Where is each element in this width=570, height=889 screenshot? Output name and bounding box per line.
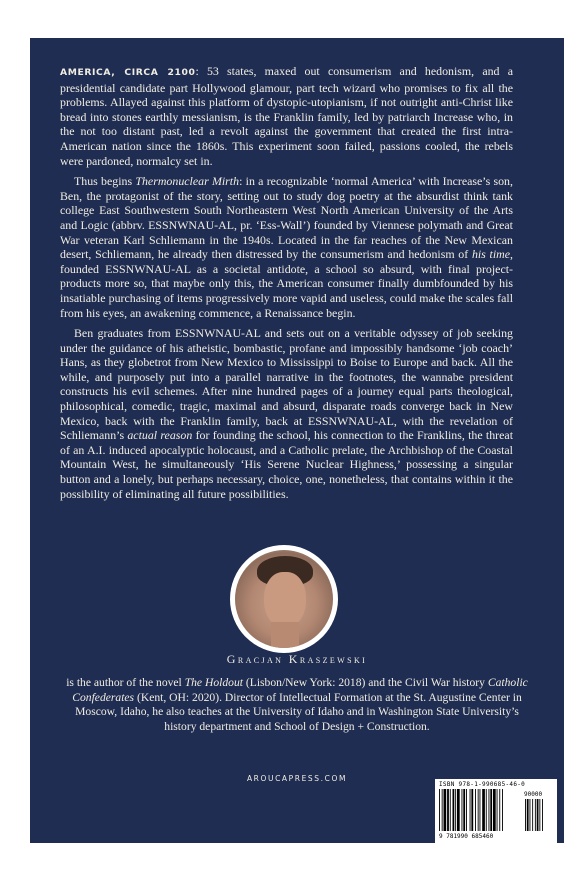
barcode-bar [450,789,451,831]
barcode-bar [457,789,460,831]
barcode-bar [502,789,503,831]
barcode-bar [493,789,496,831]
bio-book-1: The Holdout [184,676,243,689]
addon-barcode-bars [525,799,543,831]
author-face [264,572,306,628]
author-bio [58,676,536,734]
isbn-barcode [435,779,557,843]
blurb-p2-text-c: , founded ESSNWNAU-AL as a societal antidote, a school so absurd, with final project-products more so, that maybe only this, the American consumer finally dumbfounded by his insatiable purchasing of items progressively more vapid and useless, could make the scales fall from his eyes, an awakening commence, a Renaissance begin. [60,247,513,320]
blurb-paragraph-1 [60,64,513,168]
addon-barcode-bar [542,799,543,831]
author-neck [271,622,299,648]
barcode-bar [466,789,467,831]
blurb [60,64,513,507]
publisher-website: AROUCAPRESS.COM [246,774,348,783]
barcode-bar [453,789,455,831]
barcode-bar [439,789,440,831]
addon-barcode-bar [532,799,533,831]
bio-text-b: (Lisbon/New York: 2018) and the Civil War history [242,676,488,689]
barcode-bar [463,789,465,831]
barcode-bar [475,789,476,831]
barcode-bar [480,789,481,831]
addon-barcode-bar [527,799,529,831]
blurb-p3-text-b: for founding the school, his connection to the Franklins, the threat of an A.I. induced apocalyptic holocaust, and a Catholic prelate, the Archbishop of the Coastal Mountain West, he simultaneously ‘His Serene Nuclear Highness,’ possessing a singular button and a lonely, but perhaps necessary, choice, one, nonetheless, that contains within it the possibility of eliminating all future possibilities. [60,428,514,501]
barcode-bar [455,789,456,831]
blurb-paragraph-2 [60,174,513,320]
barcode-number: 9 781990 685460 [439,833,494,840]
barcode-bar [444,789,447,831]
blurb-lead: AMERICA, CIRCA 2100 [60,67,196,78]
author-photo-frame [230,545,338,653]
barcode-bar [490,789,492,831]
author-photo [235,550,333,648]
addon-barcode-bar [535,799,536,831]
addon-barcode-bar [530,799,531,831]
barcode-bar [442,789,443,831]
blurb-p2-text-b: : in a recognizable ‘normal America’ with Increase’s son, Ben, the protagonist of the story, setting out to study dog poetry at the absurdist think tank college East Southwestern South Northeastern West North American University of the Arts and Logic (abbrv. ESSNWNAU-AL, pr. ‘Ess-Wall’) founded by Viennese polymath and Great War veteran Karl Schliemann in the 1940s. Located in the far reaches of the New Mexican desert, Schliemann, he already then distressed by the consumerism and hedonism of [60,174,513,262]
blurb-paragraph-3 [60,326,513,501]
barcode-bar [447,789,449,831]
barcode-bar [470,789,471,831]
barcode-bar [482,789,485,831]
barcode-bar [478,789,479,831]
barcode-addon-number: 90000 [524,791,543,798]
barcode-bar [471,789,473,831]
bio-text-a: is the author of the novel [66,676,185,689]
main-barcode-bars [439,789,503,831]
bio-text-c: (Kent, OH: 2020). Director of Intellectual Formation at the St. Augustine Center in Moscow, Idaho, he also teaches at the University of Idaho and in Washington State University’s history department and School of Design + Construction. [75,690,522,733]
barcode-bar [497,789,498,831]
barcode-bar [489,789,490,831]
book-title: Thermonuclear Mirth [135,174,240,189]
blurb-p3-emphasis: actual reason [127,428,193,443]
blurb-p2-emphasis: his time [471,247,511,262]
barcode-bar [499,789,500,831]
isbn-label: ISBN 978-1-990685-46-0 [439,781,526,788]
barcode-bar [486,789,487,831]
addon-barcode-bar [539,799,540,831]
blurb-p3-text-a: Ben graduates from ESSNWNAU-AL and sets out on a veritable odyssey of job seeking under the guidance of his atheistic, bombastic, profane and impossibly handsome ‘job coach’ Hans, as they globetrot from New Mexico to Mississippi to Boise to Europe and back. All the while, and purposely put into a parallel narrative in the footnotes, the wannabe president constructs his evil schemes. After nine hundred pages of a journey equal parts theological, philosophical, comedic, tragic, maximal and absurd, disparate roads converge back in New Mexico, back with the Franklin family, back at ESSNWNAU-AL, with the revelation of Schliemann’s [60,326,513,443]
blurb-p2-text-a: Thus begins [74,174,136,189]
addon-barcode-bar [537,799,539,831]
back-cover [30,38,564,843]
bio-book-2: Catholic Confederates [72,676,528,704]
addon-barcode-bar [525,799,526,831]
author-name: Gracjan Kraszewski [226,652,368,666]
blurb-p1-text: : 53 states, maxed out consumerism and hedonism, and a presidential candidate part Hollywood glamour, part tech wizard who promises to fix all the problems. Allayed against this platform of dystopic-utopianism, if not outright anti-Christ like bread into stones earthly messianism, is the Franklin family, led by patriarch Increase who, in the not too distant past, led a revolt against the government that created the first intra-American nation since the 1860s. This experiment soon failed, passions cooled, the rebels were pardoned, normalcy set in. [60,64,513,168]
barcode-bar [462,789,463,831]
